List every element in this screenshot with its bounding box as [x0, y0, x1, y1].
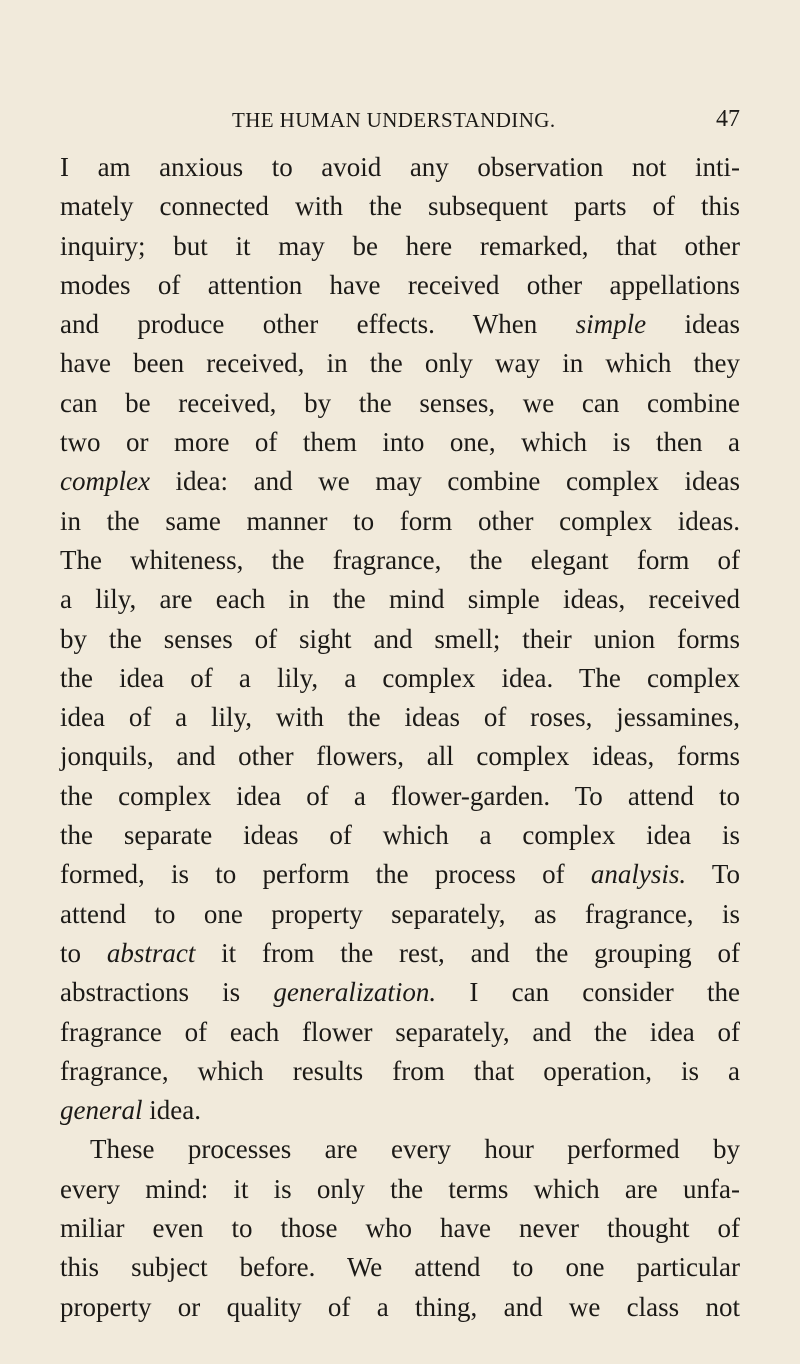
- italic-term: analysis.: [590, 859, 687, 890]
- text-line: [60, 816, 740, 855]
- italic-term: complex: [60, 466, 150, 497]
- text-line: [60, 1013, 740, 1052]
- text-line: [60, 227, 740, 266]
- text-segment: idea of a lily, with the ideas of roses, jessamines,: [60, 702, 740, 733]
- italic-term: generalization.: [273, 977, 437, 1008]
- text-line: [60, 698, 740, 737]
- text-segment: it from the rest, and the grouping of: [195, 937, 740, 968]
- text-line: [60, 580, 740, 619]
- text-segment: attend to one property separately, as fragrance, is: [60, 898, 740, 929]
- text-line: [60, 384, 740, 423]
- text-segment: miliar even to those who have never thought of: [60, 1213, 740, 1244]
- text-segment: These processes are every hour performed by: [90, 1134, 740, 1165]
- text-segment: I can consider the: [436, 977, 740, 1008]
- text-line: [60, 737, 740, 776]
- text-line: [60, 620, 740, 659]
- text-line: [60, 502, 740, 541]
- page-number: 47: [716, 106, 740, 132]
- text-line: [60, 1091, 740, 1130]
- text-line: [60, 1130, 740, 1169]
- text-line: [60, 344, 740, 383]
- text-segment: the complex idea of a flower-garden. To attend to: [60, 780, 740, 811]
- text-segment: two or more of them into one, which is then a: [60, 427, 740, 458]
- text-segment: can be received, by the senses, we can combine: [60, 387, 740, 418]
- text-segment: property or quality of a thing, and we class not: [60, 1291, 740, 1322]
- text-line: [60, 855, 740, 894]
- text-segment: To: [686, 859, 741, 890]
- text-segment: the separate ideas of which a complex idea is: [60, 820, 740, 851]
- text-line: [60, 895, 740, 934]
- text-segment: idea.: [142, 1095, 201, 1126]
- body-text: [60, 148, 740, 1327]
- text-segment: this subject before. We attend to one particular: [60, 1252, 740, 1283]
- text-segment: fragrance, which results from that operation, is a: [60, 1055, 740, 1086]
- text-line: [60, 266, 740, 305]
- text-line: [60, 934, 740, 973]
- text-segment: every mind: it is only the terms which are unfa-: [60, 1173, 740, 1204]
- text-line: [60, 1170, 740, 1209]
- text-line: [60, 148, 740, 187]
- text-segment: to: [60, 937, 107, 968]
- text-segment: The whiteness, the fragrance, the elegant form of: [60, 544, 740, 575]
- text-segment: I am anxious to avoid any observation not inti-: [60, 152, 740, 182]
- text-line: [60, 973, 740, 1012]
- italic-term: abstract: [106, 937, 196, 968]
- text-segment: fragrance of each flower separately, and the idea of: [60, 1016, 740, 1047]
- text-segment: abstractions is: [60, 977, 274, 1008]
- text-segment: formed, is to perform the process of: [60, 859, 591, 890]
- text-line: [60, 1248, 740, 1287]
- text-segment: by the senses of sight and smell; their union forms: [60, 623, 740, 654]
- text-line: [60, 541, 740, 580]
- text-line: [60, 659, 740, 698]
- text-line: [60, 1288, 740, 1327]
- text-line: [60, 1052, 740, 1091]
- text-segment: have been received, in the only way in which they: [60, 348, 740, 379]
- text-segment: ideas: [646, 309, 741, 340]
- text-line: [60, 423, 740, 462]
- text-line: [60, 1209, 740, 1248]
- running-head: [210, 108, 740, 138]
- text-segment: inquiry; but it may be here remarked, that other: [60, 230, 740, 261]
- text-segment: mately connected with the subsequent parts of this: [60, 191, 740, 222]
- text-segment: a lily, are each in the mind simple ideas, received: [60, 584, 740, 615]
- text-line: [60, 462, 740, 501]
- text-segment: jonquils, and other flowers, all complex ideas, forms: [60, 741, 740, 772]
- running-title: THE HUMAN UNDERSTANDING.: [232, 108, 556, 132]
- text-segment: idea: and we may combine complex ideas: [149, 466, 740, 497]
- italic-term: simple: [575, 309, 647, 340]
- text-segment: in the same manner to form other complex ideas.: [60, 505, 740, 536]
- text-segment: the idea of a lily, a complex idea. The complex: [60, 662, 740, 693]
- text-segment: and produce other effects. When: [60, 309, 576, 340]
- text-line: [60, 187, 740, 226]
- italic-term: general: [60, 1095, 143, 1126]
- text-line: [60, 777, 740, 816]
- text-segment: modes of attention have received other appellations: [60, 269, 740, 300]
- text-line: [60, 305, 740, 344]
